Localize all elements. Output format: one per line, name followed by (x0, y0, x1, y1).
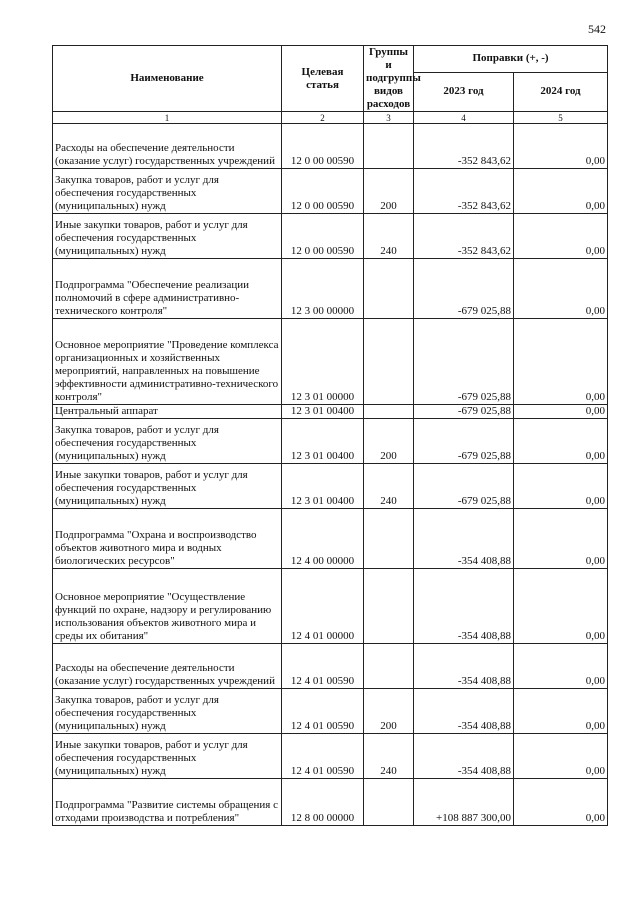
budget-amendments-table (52, 45, 608, 826)
row-target-code: 12 0 00 00590 (282, 169, 364, 214)
row-amount-2023: -354 408,88 (414, 689, 514, 734)
row-amount-2024: 0,00 (514, 569, 608, 644)
table-row (53, 259, 608, 319)
row-group (364, 644, 414, 689)
row-name: Иные закупки товаров, работ и услуг для обеспечения государственных (муниципальных) нужд (53, 734, 282, 779)
table-row (53, 689, 608, 734)
table-row (53, 779, 608, 826)
header-year-2023: 2023 год (414, 72, 514, 111)
row-name: Иные закупки товаров, работ и услуг для обеспечения государственных (муниципальных) нужд (53, 464, 282, 509)
row-name: Подпрограмма "Обеспечение реализации полномочий в сфере административно-технического контроля" (53, 259, 282, 319)
column-index-3: 3 (364, 112, 414, 124)
row-target-code: 12 0 00 00590 (282, 124, 364, 169)
table-row (53, 169, 608, 214)
row-target-code: 12 3 01 00400 (282, 464, 364, 509)
row-target-code: 12 3 00 00000 (282, 259, 364, 319)
row-amount-2024: 0,00 (514, 319, 608, 405)
row-amount-2024: 0,00 (514, 169, 608, 214)
row-name: Центральный аппарат (53, 405, 282, 419)
row-group (364, 779, 414, 826)
row-amount-2024: 0,00 (514, 405, 608, 419)
row-name: Основное мероприятие "Проведение комплекса организационных и хозяйственных мероприятий, направленных на повышение эффективности административно-технического контроля" (53, 319, 282, 405)
row-name: Расходы на обеспечение деятельности (оказание услуг) государственных учреждений (53, 644, 282, 689)
row-name: Закупка товаров, работ и услуг для обеспечения государственных (муниципальных) нужд (53, 169, 282, 214)
row-group (364, 405, 414, 419)
table-row (53, 644, 608, 689)
table-row (53, 319, 608, 405)
column-index-1: 1 (53, 112, 282, 124)
row-name: Иные закупки товаров, работ и услуг для обеспечения государственных (муниципальных) нужд (53, 214, 282, 259)
row-target-code: 12 3 01 00000 (282, 319, 364, 405)
column-index-2: 2 (282, 112, 364, 124)
column-index-5: 5 (514, 112, 608, 124)
row-group: 240 (364, 734, 414, 779)
column-index-4: 4 (414, 112, 514, 124)
table-row (53, 405, 608, 419)
row-amount-2023: -352 843,62 (414, 214, 514, 259)
table-row (53, 124, 608, 169)
page-number: 542 (588, 22, 606, 36)
row-amount-2023: -679 025,88 (414, 319, 514, 405)
row-group (364, 509, 414, 569)
header-target-article: Целевая статья (282, 46, 364, 112)
row-group (364, 319, 414, 405)
row-target-code: 12 3 01 00400 (282, 419, 364, 464)
row-target-code: 12 4 01 00590 (282, 644, 364, 689)
row-name: Основное мероприятие "Осуществление функций по охране, надзору и регулированию использования объектов животного мира и среды их обитания" (53, 569, 282, 644)
row-target-code: 12 4 01 00590 (282, 734, 364, 779)
row-target-code: 12 4 01 00590 (282, 689, 364, 734)
row-amount-2024: 0,00 (514, 734, 608, 779)
row-name: Подпрограмма "Охрана и воспроизводство объектов животного мира и водных биологических ресурсов" (53, 509, 282, 569)
table-row (53, 569, 608, 644)
row-target-code: 12 4 01 00000 (282, 569, 364, 644)
row-amount-2023: -354 408,88 (414, 644, 514, 689)
row-group (364, 569, 414, 644)
row-amount-2024: 0,00 (514, 464, 608, 509)
row-amount-2023: -354 408,88 (414, 569, 514, 644)
header-amendments: Поправки (+, -) (414, 46, 608, 73)
row-group: 200 (364, 169, 414, 214)
row-group (364, 259, 414, 319)
row-target-code: 12 0 00 00590 (282, 214, 364, 259)
row-target-code: 12 8 00 00000 (282, 779, 364, 826)
table-row (53, 734, 608, 779)
row-group (364, 124, 414, 169)
header-expense-groups: Группы и подгруппы видов расходов (364, 46, 414, 112)
row-amount-2023: -354 408,88 (414, 509, 514, 569)
row-amount-2023: -352 843,62 (414, 169, 514, 214)
table-row (53, 214, 608, 259)
row-amount-2023: -354 408,88 (414, 734, 514, 779)
row-name: Подпрограмма "Развитие системы обращения с отходами производства и потребления" (53, 779, 282, 826)
row-amount-2023: +108 887 300,00 (414, 779, 514, 826)
row-group: 240 (364, 214, 414, 259)
row-name: Закупка товаров, работ и услуг для обеспечения государственных (муниципальных) нужд (53, 419, 282, 464)
row-amount-2024: 0,00 (514, 689, 608, 734)
table-row (53, 419, 608, 464)
row-target-code: 12 3 01 00400 (282, 405, 364, 419)
header-name: Наименование (53, 46, 282, 112)
row-name: Расходы на обеспечение деятельности (оказание услуг) государственных учреждений (53, 124, 282, 169)
header-year-2024: 2024 год (514, 72, 608, 111)
row-amount-2023: -679 025,88 (414, 405, 514, 419)
row-amount-2024: 0,00 (514, 779, 608, 826)
row-amount-2023: -679 025,88 (414, 259, 514, 319)
row-group: 240 (364, 464, 414, 509)
row-amount-2023: -679 025,88 (414, 464, 514, 509)
row-group: 200 (364, 689, 414, 734)
row-amount-2024: 0,00 (514, 259, 608, 319)
row-amount-2024: 0,00 (514, 644, 608, 689)
row-amount-2023: -679 025,88 (414, 419, 514, 464)
row-amount-2024: 0,00 (514, 419, 608, 464)
row-amount-2023: -352 843,62 (414, 124, 514, 169)
row-name: Закупка товаров, работ и услуг для обеспечения государственных (муниципальных) нужд (53, 689, 282, 734)
row-amount-2024: 0,00 (514, 124, 608, 169)
table-row (53, 509, 608, 569)
row-target-code: 12 4 00 00000 (282, 509, 364, 569)
row-amount-2024: 0,00 (514, 509, 608, 569)
row-amount-2024: 0,00 (514, 214, 608, 259)
row-group: 200 (364, 419, 414, 464)
table-row (53, 464, 608, 509)
